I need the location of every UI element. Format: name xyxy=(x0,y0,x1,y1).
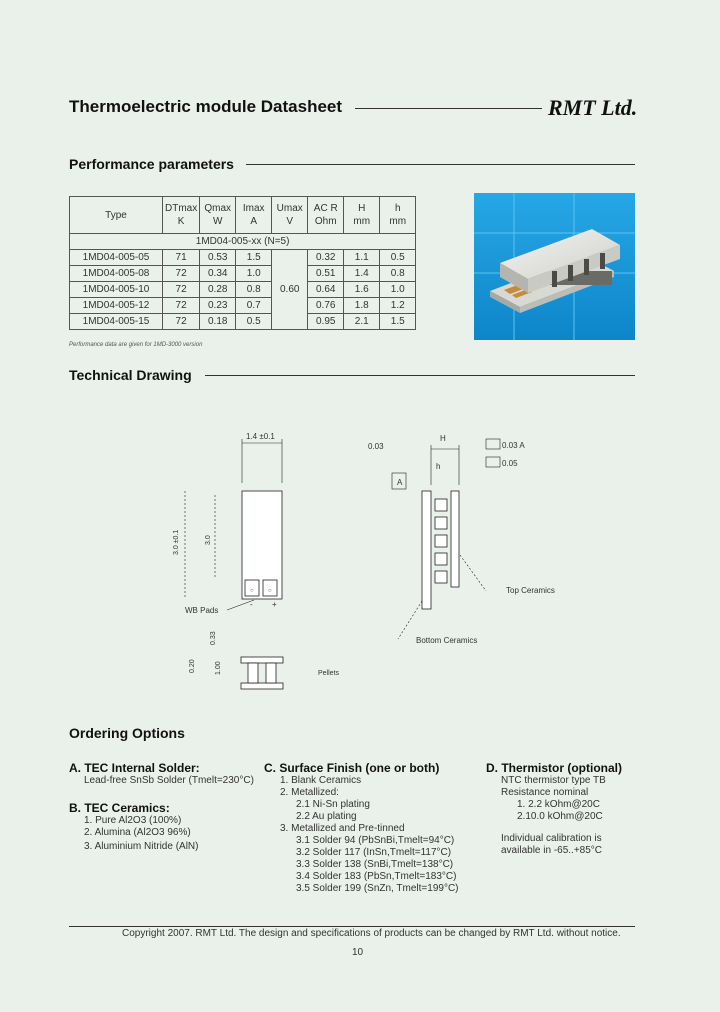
header-cell: Imax xyxy=(242,203,265,214)
cell-type: 1MD04-005-10 xyxy=(70,282,163,298)
cell-H: 2.1 xyxy=(344,314,380,330)
header-cell: Qmax xyxy=(204,203,232,214)
thermistor-item: 2.10.0 kOhm@20C xyxy=(517,811,603,822)
header-cell: AC R xyxy=(313,203,338,214)
col-umax xyxy=(272,197,308,234)
cell-H: 1.4 xyxy=(344,266,380,282)
surface-item: 3.1 Solder 94 (PbSnBi,Tmelt=94°C) xyxy=(296,835,455,846)
dim-c-label: 1.00 xyxy=(215,661,222,675)
technical-drawing xyxy=(160,425,600,705)
header-unit: W xyxy=(213,216,223,227)
cell-dtmax: 72 xyxy=(163,266,200,282)
cell-dtmax: 72 xyxy=(163,314,200,330)
flatness-label: 0.03 xyxy=(368,442,384,451)
surface-item: 3.3 Solder 138 (SnBi,Tmelt=138°C) xyxy=(296,859,454,870)
thermistor-item: 1. 2.2 kOhm@20C xyxy=(517,799,600,810)
surface-title: C. Surface Finish (one or both) xyxy=(264,761,440,775)
dim-a-label: 0.33 xyxy=(210,631,217,645)
cell-qmax: 0.28 xyxy=(200,282,236,298)
solder-title: A. TEC Internal Solder: xyxy=(69,761,200,775)
ceramics-item: 2. Alumina (Al2O3 96%) xyxy=(84,827,191,838)
minus-label: - xyxy=(250,600,253,609)
table-header-row xyxy=(70,197,416,234)
col-type xyxy=(70,197,163,234)
performance-heading: Performance parameters xyxy=(69,156,234,172)
h-label: h xyxy=(436,462,441,471)
col-H xyxy=(344,197,380,234)
cell-acr: 0.64 xyxy=(308,282,344,298)
performance-table xyxy=(69,196,416,330)
technical-drawing-heading: Technical Drawing xyxy=(69,367,192,383)
dim-b-label: 0.20 xyxy=(189,659,196,673)
group-label: 1MD04-005-xx (N=5) xyxy=(70,234,416,250)
ceramics-item: 3. Aluminium Nitride (AlN) xyxy=(84,841,199,852)
header-cell: H xyxy=(358,203,366,214)
cell-type: 1MD04-005-15 xyxy=(70,314,163,330)
cell-dtmax: 71 xyxy=(163,250,200,266)
cell-h: 1.5 xyxy=(380,314,416,330)
header-unit: mm xyxy=(389,216,407,227)
cell-H: 1.8 xyxy=(344,298,380,314)
copyright-text: Copyright 2007. RMT Ltd. The design and specifications of products can be changed by RMT Ltd. without notice. xyxy=(122,928,621,939)
top-ceramics-label: Top Ceramics xyxy=(506,586,555,595)
cell-acr: 0.51 xyxy=(308,266,344,282)
surface-item: 3.4 Solder 183 (PbSn,Tmelt=183°C) xyxy=(296,871,457,882)
cell-h: 1.2 xyxy=(380,298,416,314)
header-unit: V xyxy=(286,216,294,227)
cell-acr: 0.95 xyxy=(308,314,344,330)
cell-qmax: 0.34 xyxy=(200,266,236,282)
cell-imax: 1.5 xyxy=(236,250,272,266)
header-cell: Umax xyxy=(276,203,303,214)
table-row xyxy=(70,282,416,298)
cell-qmax: 0.23 xyxy=(200,298,236,314)
table-row xyxy=(70,298,416,314)
cell-acr: 0.76 xyxy=(308,298,344,314)
cell-H: 1.6 xyxy=(344,282,380,298)
performance-rule xyxy=(246,164,635,165)
thermistor-item: available in -65..+85°C xyxy=(501,845,603,856)
footer-rule xyxy=(69,926,635,927)
cell-qmax: 0.18 xyxy=(200,314,236,330)
surface-item: 2.1 Ni-Sn plating xyxy=(296,799,370,810)
ceramics-title: B. TEC Ceramics: xyxy=(69,801,170,815)
surface-item: 2. Metallized: xyxy=(280,787,339,798)
table-row xyxy=(70,314,416,330)
header-unit: K xyxy=(177,216,185,227)
surface-item: 2.2 Au plating xyxy=(296,811,357,822)
header-unit: mm xyxy=(353,216,371,227)
surface-item: 3. Metallized and Pre-tinned xyxy=(280,823,405,834)
thermistor-title: D. Thermistor (optional) xyxy=(486,761,622,775)
col-qmax xyxy=(200,197,236,234)
bottom-ceramics-label: Bottom Ceramics xyxy=(416,636,478,645)
cell-h: 0.8 xyxy=(380,266,416,282)
ceramics-item: 1. Pure Al2O3 (100%) xyxy=(84,815,182,826)
cell-imax: 1.0 xyxy=(236,266,272,282)
height-dim-label: 3.0 ±0.1 xyxy=(173,529,180,555)
page-number: 10 xyxy=(352,947,364,958)
col-dtmax xyxy=(163,197,200,234)
cell-type: 1MD04-005-12 xyxy=(70,298,163,314)
product-photo xyxy=(474,193,635,340)
pellets-label: Pellets xyxy=(318,670,340,677)
A-label: A xyxy=(397,478,403,487)
header-cell: Type xyxy=(105,209,127,221)
page-title: Thermoelectric module Datasheet xyxy=(69,97,343,116)
thermistor-item: Resistance nominal xyxy=(501,787,589,798)
brand-logo: RMT Ltd. xyxy=(548,95,638,120)
table-row xyxy=(70,250,416,266)
thermistor-item: Individual calibration is xyxy=(501,833,602,844)
thermistor-item: NTC thermistor type TB xyxy=(501,775,606,786)
header-cell: DTmax xyxy=(165,203,198,214)
cell-imax: 0.8 xyxy=(236,282,272,298)
technical-drawing-rule xyxy=(205,375,635,376)
plus-label: + xyxy=(272,600,277,609)
header-cell: h xyxy=(394,203,401,214)
col-imax xyxy=(236,197,272,234)
table-group-row xyxy=(70,234,416,250)
svg-text:○: ○ xyxy=(250,588,254,594)
table-note: Performance data are given for 1MD-3000 version xyxy=(69,342,203,348)
cell-imax: 0.7 xyxy=(236,298,272,314)
inner-dim-label: 3.0 xyxy=(205,535,212,545)
solder-text: Lead-free SnSb Solder (Tmelt=230°C) xyxy=(84,775,254,786)
col-acr xyxy=(308,197,344,234)
cell-type: 1MD04-005-05 xyxy=(70,250,163,266)
ordering-heading: Ordering Options xyxy=(69,725,185,741)
surface-item: 1. Blank Ceramics xyxy=(280,775,362,786)
surface-item: 3.5 Solder 199 (SnZn, Tmelt=199°C) xyxy=(296,883,459,894)
cell-acr: 0.32 xyxy=(308,250,344,266)
header-unit: Ohm xyxy=(314,216,337,227)
cell-h: 1.0 xyxy=(380,282,416,298)
cell-qmax: 0.53 xyxy=(200,250,236,266)
cell-imax: 0.5 xyxy=(236,314,272,330)
cell-umax: 0.60 xyxy=(272,250,308,330)
H-label: H xyxy=(440,434,446,443)
wb-pads-label: WB Pads xyxy=(185,606,219,615)
width-dim-label: 1.4 ±0.1 xyxy=(246,432,275,441)
cell-dtmax: 72 xyxy=(163,298,200,314)
col-h xyxy=(380,197,416,234)
cell-type: 1MD04-005-08 xyxy=(70,266,163,282)
surface-item: 3.2 Solder 117 (InSn,Tmelt=117°C) xyxy=(296,847,452,858)
header-rule xyxy=(355,108,542,109)
parallel-a-label: 0.03 A xyxy=(502,441,525,450)
table-row xyxy=(70,266,416,282)
cell-H: 1.1 xyxy=(344,250,380,266)
header-unit: A xyxy=(250,216,258,227)
cell-dtmax: 72 xyxy=(163,282,200,298)
cell-h: 0.5 xyxy=(380,250,416,266)
parallel-label: 0.05 xyxy=(502,459,518,468)
svg-text:○: ○ xyxy=(268,588,272,594)
